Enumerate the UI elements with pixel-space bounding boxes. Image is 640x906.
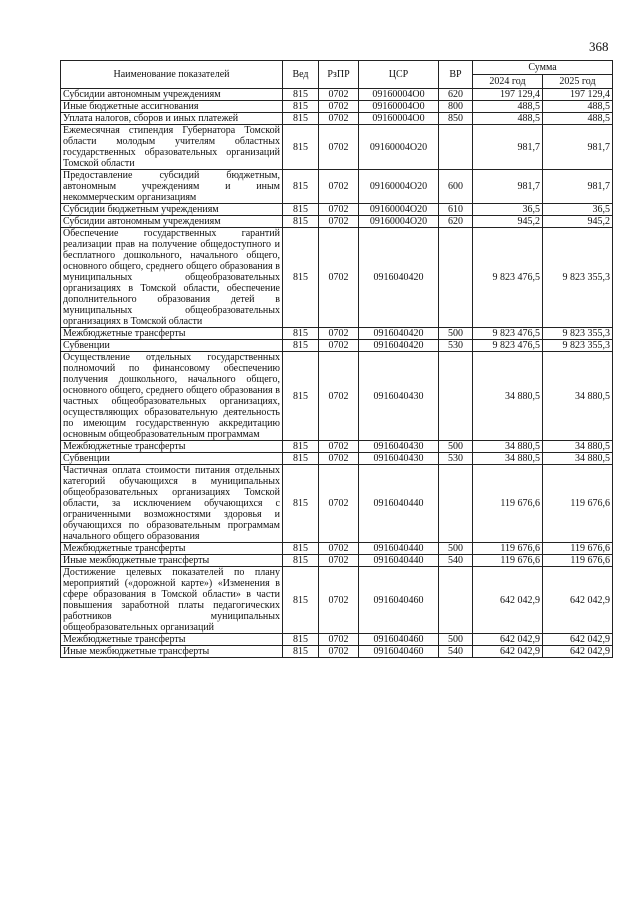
row-sum-2024: 642 042,9 [473, 567, 543, 634]
table-row [61, 567, 613, 634]
row-rzpr: 0702 [319, 634, 359, 646]
row-vr: 530 [439, 340, 473, 352]
row-rzpr: 0702 [319, 465, 359, 543]
row-name: Субсидии бюджетным учреждениям [61, 204, 283, 216]
row-vr: 620 [439, 216, 473, 228]
table-row [61, 646, 613, 658]
row-csr: 0916040440 [359, 555, 439, 567]
row-sum-2025: 488,5 [543, 113, 613, 125]
row-vr: 530 [439, 453, 473, 465]
header-year-2025: 2025 год [543, 75, 613, 89]
row-vr: 500 [439, 328, 473, 340]
table-row [61, 125, 613, 170]
row-csr: 0916040460 [359, 634, 439, 646]
row-sum-2024: 197 129,4 [473, 89, 543, 101]
row-sum-2024: 119 676,6 [473, 543, 543, 555]
row-csr: 0916040440 [359, 465, 439, 543]
row-rzpr: 0702 [319, 101, 359, 113]
row-csr: 0916040420 [359, 340, 439, 352]
row-sum-2025: 119 676,6 [543, 543, 613, 555]
row-name: Межбюджетные трансферты [61, 441, 283, 453]
table-row [61, 170, 613, 204]
row-name: Межбюджетные трансферты [61, 543, 283, 555]
row-vr: 500 [439, 634, 473, 646]
row-csr: 09160004О0 [359, 113, 439, 125]
row-vr: 800 [439, 101, 473, 113]
row-name: Иные межбюджетные трансферты [61, 555, 283, 567]
row-sum-2025: 642 042,9 [543, 634, 613, 646]
row-ved: 815 [283, 170, 319, 204]
row-sum-2025: 119 676,6 [543, 465, 613, 543]
row-ved: 815 [283, 543, 319, 555]
row-rzpr: 0702 [319, 89, 359, 101]
row-sum-2025: 34 880,5 [543, 352, 613, 441]
table-row [61, 634, 613, 646]
header-vr: ВР [439, 61, 473, 89]
row-sum-2024: 9 823 476,5 [473, 228, 543, 328]
row-ved: 815 [283, 101, 319, 113]
page-number: 368 [589, 39, 609, 54]
row-sum-2024: 488,5 [473, 113, 543, 125]
row-name: Предоставление субсидий бюджетным, автономным учреждениям и иным некоммерческим организациям [61, 170, 283, 204]
table-row [61, 228, 613, 328]
row-vr: 500 [439, 441, 473, 453]
row-sum-2024: 34 880,5 [473, 352, 543, 441]
table-row [61, 328, 613, 340]
row-csr: 09160004О20 [359, 125, 439, 170]
row-csr: 0916040420 [359, 328, 439, 340]
header-year-2024: 2024 год [473, 75, 543, 89]
row-csr: 0916040420 [359, 228, 439, 328]
row-sum-2024: 9 823 476,5 [473, 328, 543, 340]
row-rzpr: 0702 [319, 216, 359, 228]
row-name: Межбюджетные трансферты [61, 328, 283, 340]
table-row [61, 113, 613, 125]
row-vr [439, 465, 473, 543]
row-name: Достижение целевых показателей по плану мероприятий («дорожной карте») «Изменения в сфере образования в Томской области» в части повышения заработной платы педагогических работников муниципальных общеобразовательных организаций [61, 567, 283, 634]
row-sum-2024: 34 880,5 [473, 441, 543, 453]
row-sum-2025: 981,7 [543, 125, 613, 170]
row-rzpr: 0702 [319, 453, 359, 465]
row-sum-2024: 119 676,6 [473, 465, 543, 543]
row-sum-2025: 642 042,9 [543, 646, 613, 658]
row-csr: 09160004О20 [359, 216, 439, 228]
row-ved: 815 [283, 555, 319, 567]
row-rzpr: 0702 [319, 113, 359, 125]
row-csr: 0916040440 [359, 543, 439, 555]
row-rzpr: 0702 [319, 170, 359, 204]
table-row [61, 216, 613, 228]
header-csr: ЦСР [359, 61, 439, 89]
row-vr [439, 567, 473, 634]
row-ved: 815 [283, 634, 319, 646]
row-sum-2025: 9 823 355,3 [543, 340, 613, 352]
row-sum-2024: 981,7 [473, 170, 543, 204]
row-ved: 815 [283, 453, 319, 465]
row-rzpr: 0702 [319, 567, 359, 634]
table-header [61, 61, 613, 89]
row-csr: 0916040430 [359, 453, 439, 465]
row-sum-2025: 9 823 355,3 [543, 228, 613, 328]
table-row [61, 89, 613, 101]
table-row [61, 555, 613, 567]
row-name: Субвенции [61, 340, 283, 352]
row-name: Уплата налогов, сборов и иных платежей [61, 113, 283, 125]
row-vr: 500 [439, 543, 473, 555]
row-vr [439, 125, 473, 170]
row-csr: 09160004О20 [359, 170, 439, 204]
header-ved: Вед [283, 61, 319, 89]
row-sum-2024: 945,2 [473, 216, 543, 228]
row-ved: 815 [283, 113, 319, 125]
row-sum-2024: 981,7 [473, 125, 543, 170]
row-sum-2025: 945,2 [543, 216, 613, 228]
row-rzpr: 0702 [319, 555, 359, 567]
row-sum-2024: 642 042,9 [473, 646, 543, 658]
row-sum-2025: 36,5 [543, 204, 613, 216]
row-sum-2024: 34 880,5 [473, 453, 543, 465]
row-name: Обеспечение государственных гарантий реализации прав на получение общедоступного и бесплатного дошкольного, начального общего, основного общего, среднего общего образования в муниципальных общеобразовательных организациях в Томской области, обеспечение дополнительного образования детей в муниципальных общеобразовательных организациях в Томской области [61, 228, 283, 328]
row-sum-2025: 9 823 355,3 [543, 328, 613, 340]
row-sum-2024: 36,5 [473, 204, 543, 216]
row-ved: 815 [283, 340, 319, 352]
row-vr: 620 [439, 89, 473, 101]
row-rzpr: 0702 [319, 352, 359, 441]
row-ved: 815 [283, 567, 319, 634]
row-rzpr: 0702 [319, 340, 359, 352]
row-rzpr: 0702 [319, 328, 359, 340]
row-rzpr: 0702 [319, 125, 359, 170]
row-name: Иные межбюджетные трансферты [61, 646, 283, 658]
row-rzpr: 0702 [319, 646, 359, 658]
table-row [61, 453, 613, 465]
row-rzpr: 0702 [319, 204, 359, 216]
row-csr: 0916040430 [359, 352, 439, 441]
row-ved: 815 [283, 89, 319, 101]
row-ved: 815 [283, 328, 319, 340]
row-sum-2024: 642 042,9 [473, 634, 543, 646]
row-sum-2024: 9 823 476,5 [473, 340, 543, 352]
row-sum-2025: 34 880,5 [543, 441, 613, 453]
table-row [61, 441, 613, 453]
row-vr: 600 [439, 170, 473, 204]
table-row [61, 101, 613, 113]
row-vr: 540 [439, 646, 473, 658]
row-rzpr: 0702 [319, 543, 359, 555]
row-name: Субсидии автономным учреждениям [61, 216, 283, 228]
table-row [61, 543, 613, 555]
table-row [61, 340, 613, 352]
table-body [61, 89, 613, 658]
table-row [61, 204, 613, 216]
row-sum-2024: 119 676,6 [473, 555, 543, 567]
row-vr [439, 352, 473, 441]
row-sum-2025: 981,7 [543, 170, 613, 204]
row-ved: 815 [283, 646, 319, 658]
row-name: Иные бюджетные ассигнования [61, 101, 283, 113]
row-name: Осуществление отдельных государственных полномочий по финансовому обеспечению получения дошкольного, начального общего, основного общего, среднего общего образования в частных общеобразовательных организациях, осуществляющих образовательную деятельность по имеющим государственную аккредитацию основным общеобразовательным программам [61, 352, 283, 441]
row-csr: 09160004О0 [359, 101, 439, 113]
table-row [61, 465, 613, 543]
row-name: Частичная оплата стоимости питания отдельных категорий обучающихся в муниципальных общеобразовательных организациях Томской области, за исключением обучающихся с ограниченными возможностями здоровья и обучающихся по образовательным программам начального общего образования [61, 465, 283, 543]
budget-table [60, 60, 613, 658]
row-ved: 815 [283, 465, 319, 543]
header-rzpr: РзПР [319, 61, 359, 89]
row-ved: 815 [283, 216, 319, 228]
row-sum-2024: 488,5 [473, 101, 543, 113]
row-rzpr: 0702 [319, 441, 359, 453]
row-csr: 0916040460 [359, 567, 439, 634]
header-sum: Сумма [473, 61, 613, 75]
row-csr: 0916040460 [359, 646, 439, 658]
row-name: Ежемесячная стипендия Губернатора Томской области молодым учителям областных государственных образовательных организаций Томской области [61, 125, 283, 170]
row-sum-2025: 488,5 [543, 101, 613, 113]
row-ved: 815 [283, 352, 319, 441]
row-vr: 610 [439, 204, 473, 216]
row-name: Межбюджетные трансферты [61, 634, 283, 646]
row-csr: 09160004О0 [359, 89, 439, 101]
row-ved: 815 [283, 228, 319, 328]
table-row [61, 352, 613, 441]
row-ved: 815 [283, 204, 319, 216]
row-rzpr: 0702 [319, 228, 359, 328]
row-csr: 09160004О20 [359, 204, 439, 216]
row-name: Субсидии автономным учреждениям [61, 89, 283, 101]
row-vr: 850 [439, 113, 473, 125]
row-ved: 815 [283, 441, 319, 453]
row-ved: 815 [283, 125, 319, 170]
row-vr: 540 [439, 555, 473, 567]
row-vr [439, 228, 473, 328]
row-csr: 0916040430 [359, 441, 439, 453]
row-sum-2025: 119 676,6 [543, 555, 613, 567]
row-sum-2025: 34 880,5 [543, 453, 613, 465]
row-sum-2025: 642 042,9 [543, 567, 613, 634]
row-name: Субвенции [61, 453, 283, 465]
row-sum-2025: 197 129,4 [543, 89, 613, 101]
header-name: Наименование показателей [61, 61, 283, 89]
